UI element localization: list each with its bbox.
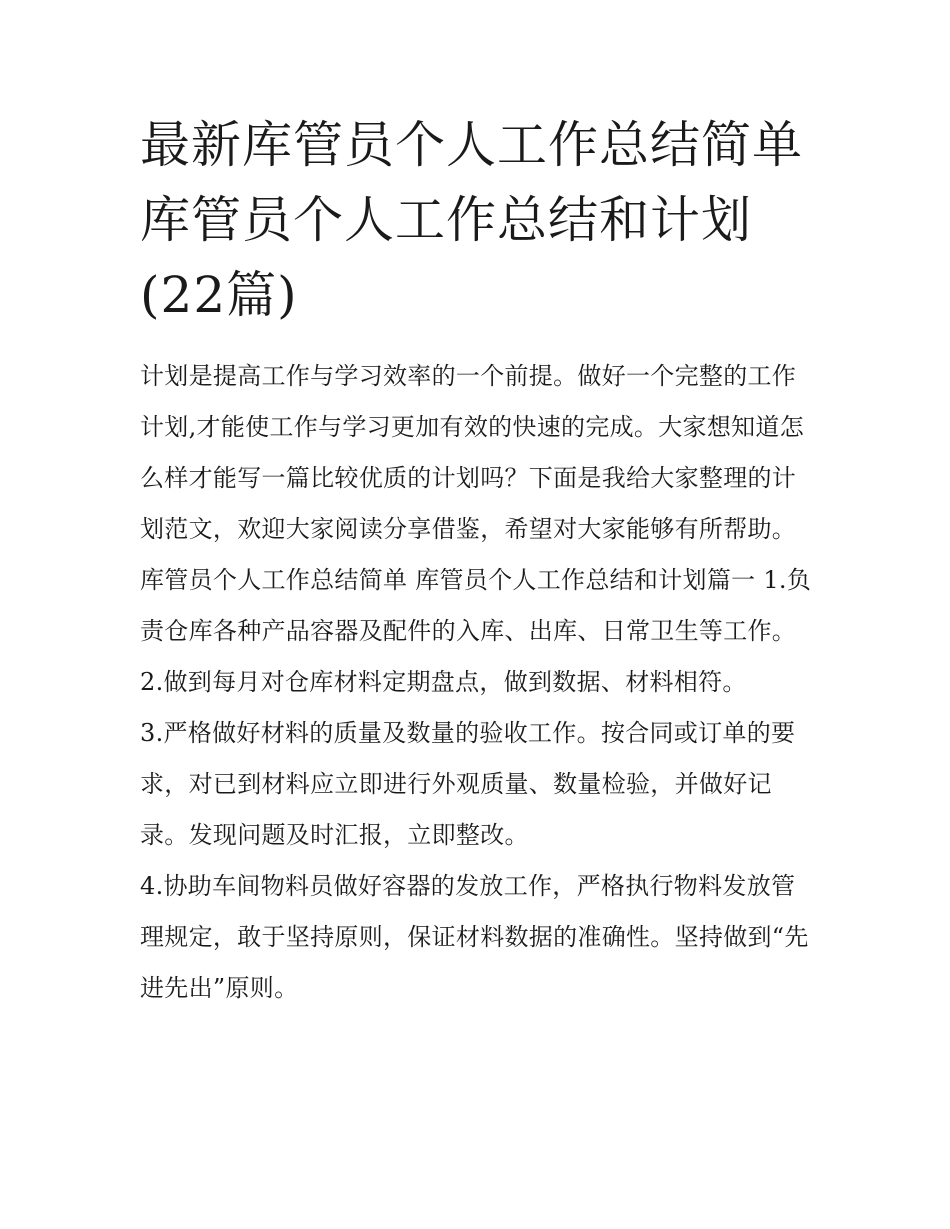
document-page <box>140 108 815 1014</box>
paragraph-item-4: 4.协助车间物料员做好容器的发放工作，严格执行物料发放管理规定，敢于坚持原则，保证材料数据的准确性。坚持做到“先进先出”原则。 <box>140 872 809 1002</box>
paragraph-intro: 计划是提高工作与学习效率的一个前提。做好一个完整的工作计划,才能使工作与学习更加有效的快速的完成。大家想知道怎么样才能写一篇比较优质的计划吗？下面是我给大家整理的计划范文，欢迎大家阅读分享借鉴，希望对大家能够有所帮助。 <box>140 362 805 543</box>
paragraph-item-3: 3.严格做好材料的质量及数量的验收工作。按合同或订单的要求，对已到材料应立即进行外观质量、数量检验，并做好记录。发现问题及时汇报，立即整改。 <box>140 719 796 849</box>
paragraph-item-1: 库管员个人工作总结简单 库管员个人工作总结和计划篇一 1.负责仓库各种产品容器及配件的入库、出库、日常卫生等工作。 <box>140 566 812 645</box>
paragraph-item-2: 2.做到每月对仓库材料定期盘点，做到数据、材料相符。 <box>140 668 747 696</box>
document-title: 最新库管员个人工作总结简单 库管员个人工作总结和计划(22篇) <box>140 116 803 324</box>
